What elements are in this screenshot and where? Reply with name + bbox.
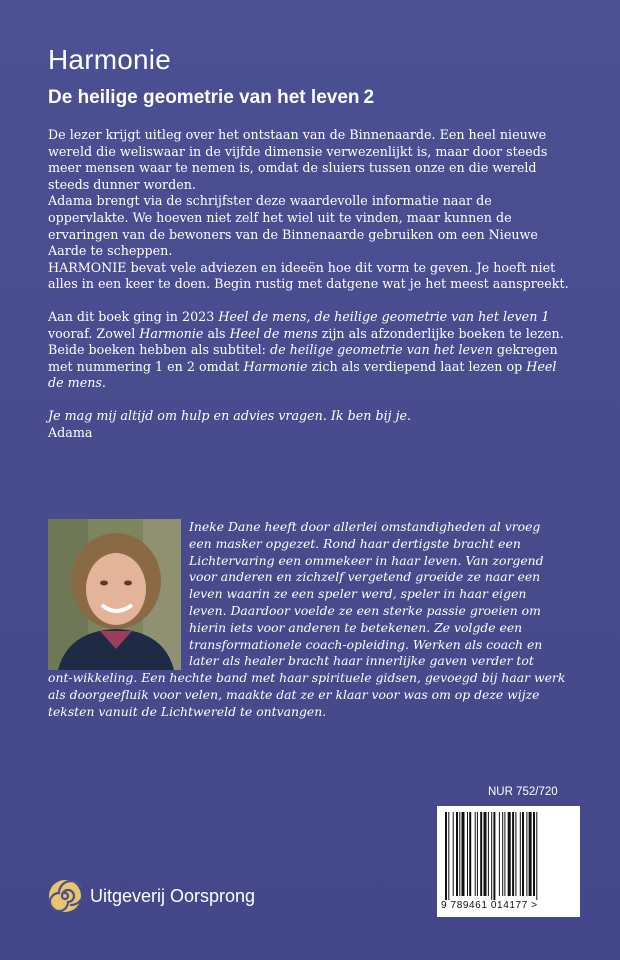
bio-line: als doorgeefluik voor velen, maakte dat ze er klaar voor was om op deze wijze [48,686,540,702]
barcode-bar [453,812,454,896]
barcode-bar [520,812,521,896]
subtitle-text: De heilige geometrie van het leven [48,87,360,108]
barcode-digits: 9 789461 014177 > [441,900,538,911]
barcode-bar [480,812,482,896]
blurb [48,127,578,441]
author-portrait-drawing [48,519,181,670]
blurb-line: Aarde te scheppen. [48,243,173,259]
blurb-line: Adama brengt via de schrijfster deze waardevolle informatie naar de [48,193,492,209]
bio-line: voor anderen en zichzelf vergetend groeide ze naar een [189,569,541,585]
barcode-bar [484,812,487,896]
nur-code: NUR 752/720 [488,786,558,798]
barcode-bar [477,812,478,896]
quote-block [48,408,578,441]
blurb-line: oppervlakte. We hoeven niet zelf het wiel uit te vinden, maar kunnen de [48,209,512,225]
barcode-bar [533,812,535,896]
barcode-bar [491,812,492,900]
barcode-bar [493,812,495,900]
publisher-name: Uitgeverij Oorsprong [90,885,256,906]
text-run: zich als verdiepend laat lezen op [307,358,527,374]
barcode-bar [445,812,447,900]
text-run: Aan dit boek ging in 2023 [48,308,219,324]
barcode-bar [536,812,537,900]
blurb-line: wereld die weliswaar in de vijfde dimensie verwezenlijkt is, maar door steeds [48,143,548,159]
blurb-line: HARMONIE bevat vele adviezen en ideeën hoe dit vorm te geven. Je hoeft niet [48,259,556,275]
barcode-bar [469,812,471,896]
barcode-bar [522,812,524,896]
barcode-bar [529,812,532,896]
barcode-bars [437,806,580,900]
text-run: gekregen [492,342,558,358]
book-reference: de mens [48,375,102,391]
book-reference: Harmonie [243,358,308,374]
barcode-bar [488,812,489,896]
text-run: met nummering 1 en 2 omdat [48,358,244,374]
book-subtitle [48,87,374,109]
barcode-bar [504,812,505,896]
bio-line: Ineke Dane heeft door allerlei omstandigheden al vroeg [189,519,541,534]
barcode-bar [526,812,527,896]
barcode-bar [475,812,476,896]
publisher-logo [48,879,255,913]
barcode-bar [467,812,468,896]
blurb-line: alles in een keer te doen. Begin rustig met datgene wat je het meest aanspreekt. [48,276,569,292]
bio-line: transformationele coach-opleiding. Werken als coach en [189,636,543,652]
text-run: Beide boeken hebben als subtitel: [48,342,270,358]
book-reference: Heel [526,358,557,374]
bio-line: later als healer bracht haar innerlijke gaven verder tot [189,653,534,669]
blurb-line: steeds dunner worden. [48,176,196,192]
barcode-bar [515,812,516,896]
barcode-bar [508,812,511,896]
book-reference: de heilige geometrie van het leven [269,342,493,358]
barcode-bar [459,812,460,896]
spiral-logo-icon [48,879,82,913]
barcode-bar [456,812,458,896]
barcode-bar [448,812,449,900]
bio-line: ont-wikkeling. Een hechte band met haar spirituele gidsen, gevoegd bij haar werk [48,670,566,686]
quote-text: Je mag mij altijd om hulp en advies vragen. Ik ben bij je. [48,407,412,423]
blurb-line: ervaringen van de bewoners van de Binnenaarde gebruiken om een Nieuwe [48,226,538,242]
blurb-paragraph-2 [48,309,578,392]
volume-number: 2 [363,87,375,108]
bio-text-full-width [48,670,579,720]
book-title: Harmonie [48,44,171,75]
barcode-bar [499,812,500,896]
book-reference: Heel de mens, de heilige geometrie van het leven 1 [218,308,550,324]
text-run: als [203,325,230,341]
bio-line: leven. Daardoor voelde ze een sterke passie groeien om [189,602,541,618]
barcode-bar [502,812,503,896]
bio-line: Lichtervaring een ommekeer in haar leven. Van zorgend [189,552,544,568]
barcode-bar [512,812,514,896]
book-reference: Heel de mens [229,325,318,341]
text-run: vooraf. Zowel [48,325,140,341]
bio-line: teksten vanuit de Lichtwereld te ontvangen. [48,703,327,719]
blurb-paragraph-1 [48,127,578,293]
blurb-line: De lezer krijgt uitleg over het ontstaan van de Binnenaarde. Een heel nieuwe [48,127,547,142]
author-bio [48,519,579,721]
text-run: . [101,375,106,391]
bio-line: hierin iets voor anderen te betekenen. Ze volgde een [189,619,523,635]
author-portrait [48,519,181,670]
bio-line: een masker opgezet. Rond haar dertigste bracht een [189,535,521,551]
quote-author: Adama [48,424,93,440]
isbn-barcode [437,806,580,917]
book-reference: Harmonie [139,325,204,341]
bio-line: leven waarin ze een speler werd, speler in haar eigen [189,586,527,602]
blurb-line: meer mensen waar te nemen is, omdat de sluiers tussen onze en die wereld [48,160,537,176]
bio-text [189,519,579,670]
barcode-bar [462,812,465,896]
text-run: zijn als afzonderlijke boeken te lezen. [317,325,564,341]
